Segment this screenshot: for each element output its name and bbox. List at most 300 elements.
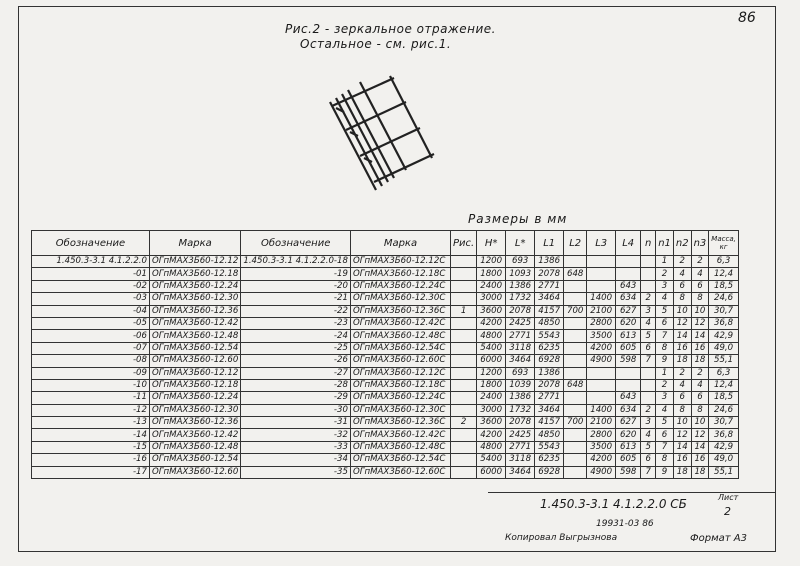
cell-l: 3118 bbox=[506, 342, 535, 354]
cell-l1: 6928 bbox=[535, 355, 564, 367]
cell-l2 bbox=[564, 429, 587, 441]
cell-mark: ОГпМАХ3Б60-12.12 bbox=[150, 367, 241, 379]
cell-mark-2: ОГпМАХ3Б60-12.54С bbox=[350, 454, 450, 466]
cell-n1: 8 bbox=[656, 454, 674, 466]
cell-n: 3 bbox=[641, 305, 656, 317]
cell-l2 bbox=[564, 342, 587, 354]
cell-l4 bbox=[616, 367, 641, 379]
cell-mark-2: ОГпМАХ3Б60-12.60С bbox=[350, 466, 450, 478]
cell-l2 bbox=[564, 441, 587, 453]
cell-h: 6000 bbox=[477, 466, 506, 478]
cell-h: 1200 bbox=[477, 367, 506, 379]
cell-mark: ОГпМАХ3Б60-12.54 bbox=[150, 454, 241, 466]
cell-l3 bbox=[587, 268, 616, 280]
cell-designation-2: -33 bbox=[241, 441, 351, 453]
cell-mass: 42,9 bbox=[709, 441, 739, 453]
cell-figure bbox=[450, 280, 476, 292]
cell-figure bbox=[450, 268, 476, 280]
cell-l: 1732 bbox=[506, 404, 535, 416]
cell-designation-2: 1.450.3-3.1 4.1.2.2.0-18 bbox=[241, 256, 351, 268]
cell-mark: ОГпМАХ3Б60-12.30 bbox=[150, 404, 241, 416]
col-n1: n1 bbox=[656, 231, 674, 256]
cell-designation-2: -28 bbox=[241, 379, 351, 391]
cell-n3: 6 bbox=[691, 280, 709, 292]
cell-l2 bbox=[564, 293, 587, 305]
cell-figure bbox=[450, 379, 476, 391]
cell-mass: 30,7 bbox=[709, 305, 739, 317]
cell-figure bbox=[450, 367, 476, 379]
cell-n1: 3 bbox=[656, 280, 674, 292]
table-row bbox=[32, 392, 739, 404]
cell-n2: 10 bbox=[673, 417, 691, 429]
cell-l1: 1386 bbox=[535, 367, 564, 379]
cell-h: 1800 bbox=[477, 379, 506, 391]
cell-n bbox=[641, 379, 656, 391]
cell-l4: 605 bbox=[616, 454, 641, 466]
cell-designation: -05 bbox=[32, 317, 150, 329]
copied-by: Копировал Выгрызнова bbox=[505, 533, 618, 543]
cell-l2 bbox=[564, 317, 587, 329]
cell-designation-2: -26 bbox=[241, 355, 351, 367]
cell-n2: 18 bbox=[673, 466, 691, 478]
cell-l3: 2800 bbox=[587, 429, 616, 441]
cell-l1: 2771 bbox=[535, 392, 564, 404]
table-row bbox=[32, 441, 739, 453]
cell-mark-2: ОГпМАХ3Б60-12.36С bbox=[350, 417, 450, 429]
cell-mark-2: ОГпМАХ3Б60-12.54С bbox=[350, 342, 450, 354]
cell-designation-2: -20 bbox=[241, 280, 351, 292]
cell-figure bbox=[450, 392, 476, 404]
col-designation-2: Обозначение bbox=[241, 231, 351, 256]
cell-designation: -08 bbox=[32, 355, 150, 367]
col-l: L* bbox=[506, 231, 535, 256]
table-row bbox=[32, 379, 739, 391]
cell-mark-2: ОГпМАХ3Б60-12.18С bbox=[350, 379, 450, 391]
cell-l3: 1400 bbox=[587, 293, 616, 305]
cell-l3: 3500 bbox=[587, 330, 616, 342]
cell-l: 1093 bbox=[506, 268, 535, 280]
cell-designation: -04 bbox=[32, 305, 150, 317]
cell-designation-2: -34 bbox=[241, 454, 351, 466]
cell-l: 2425 bbox=[506, 317, 535, 329]
cell-h: 5400 bbox=[477, 454, 506, 466]
cell-designation: -15 bbox=[32, 441, 150, 453]
cell-mark: ОГпМАХ3Б60-12.30 bbox=[150, 293, 241, 305]
cell-mark-2: ОГпМАХ3Б60-12.30С bbox=[350, 293, 450, 305]
cell-l: 2771 bbox=[506, 330, 535, 342]
cell-l: 3464 bbox=[506, 355, 535, 367]
cell-l3 bbox=[587, 392, 616, 404]
cell-mark-2: ОГпМАХ3Б60-12.60С bbox=[350, 355, 450, 367]
cell-mark-2: ОГпМАХ3Б60-12.48С bbox=[350, 441, 450, 453]
cell-mark: ОГпМАХ3Б60-12.18 bbox=[150, 268, 241, 280]
table-row bbox=[32, 466, 739, 478]
cell-designation-2: -21 bbox=[241, 293, 351, 305]
cell-mark: ОГпМАХ3Б60-12.24 bbox=[150, 392, 241, 404]
grate-sketch bbox=[320, 72, 450, 212]
cell-figure bbox=[450, 355, 476, 367]
cell-mass: 49,0 bbox=[709, 342, 739, 354]
cell-designation: -16 bbox=[32, 454, 150, 466]
cell-n: 4 bbox=[641, 317, 656, 329]
cell-n: 6 bbox=[641, 454, 656, 466]
cell-l4: 627 bbox=[616, 417, 641, 429]
col-l3: L3 bbox=[587, 231, 616, 256]
cell-l3: 4900 bbox=[587, 466, 616, 478]
footer-year: 19931-03 86 bbox=[596, 519, 654, 529]
cell-l3 bbox=[587, 256, 616, 268]
cell-designation: -17 bbox=[32, 466, 150, 478]
cell-l: 693 bbox=[506, 256, 535, 268]
cell-l1: 4850 bbox=[535, 317, 564, 329]
cell-l4: 605 bbox=[616, 342, 641, 354]
cell-figure: 2 bbox=[450, 417, 476, 429]
col-l4: L4 bbox=[616, 231, 641, 256]
col-l2: L2 bbox=[564, 231, 587, 256]
cell-n3: 14 bbox=[691, 441, 709, 453]
col-mark-2: Марка bbox=[350, 231, 450, 256]
sheet-number: 2 bbox=[724, 505, 731, 518]
table-row bbox=[32, 404, 739, 416]
cell-mark: ОГпМАХ3Б60-12.24 bbox=[150, 280, 241, 292]
cell-n3: 2 bbox=[691, 367, 709, 379]
cell-designation-2: -23 bbox=[241, 317, 351, 329]
col-designation: Обозначение bbox=[32, 231, 150, 256]
cell-l3: 4200 bbox=[587, 342, 616, 354]
cell-l: 1732 bbox=[506, 293, 535, 305]
cell-designation: -10 bbox=[32, 379, 150, 391]
cell-l1: 5543 bbox=[535, 441, 564, 453]
cell-designation: 1.450.3-3.1 4.1.2.2.0 bbox=[32, 256, 150, 268]
cell-figure bbox=[450, 256, 476, 268]
document-code: 1.450.3-3.1 4.1.2.2.0 СБ bbox=[540, 497, 687, 511]
cell-designation-2: -30 bbox=[241, 404, 351, 416]
cell-l2 bbox=[564, 256, 587, 268]
cell-figure bbox=[450, 466, 476, 478]
cell-l2 bbox=[564, 466, 587, 478]
cell-mass: 55,1 bbox=[709, 355, 739, 367]
cell-designation-2: -35 bbox=[241, 466, 351, 478]
cell-h: 1800 bbox=[477, 268, 506, 280]
cell-n2: 14 bbox=[673, 441, 691, 453]
specification-table bbox=[31, 230, 739, 479]
cell-n1: 9 bbox=[656, 466, 674, 478]
cell-designation-2: -25 bbox=[241, 342, 351, 354]
cell-l2 bbox=[564, 404, 587, 416]
cell-l3: 3500 bbox=[587, 441, 616, 453]
cell-l: 2771 bbox=[506, 441, 535, 453]
col-figure: Рис. bbox=[450, 231, 476, 256]
table-row bbox=[32, 305, 739, 317]
cell-l: 3118 bbox=[506, 454, 535, 466]
cell-l: 693 bbox=[506, 367, 535, 379]
cell-h: 4800 bbox=[477, 441, 506, 453]
cell-h: 3000 bbox=[477, 293, 506, 305]
cell-mark-2: ОГпМАХ3Б60-12.24С bbox=[350, 280, 450, 292]
cell-mass: 36,8 bbox=[709, 317, 739, 329]
cell-n: 7 bbox=[641, 355, 656, 367]
cell-n3: 2 bbox=[691, 256, 709, 268]
cell-l: 1386 bbox=[506, 392, 535, 404]
cell-mark: ОГпМАХ3Б60-12.36 bbox=[150, 305, 241, 317]
cell-l: 2425 bbox=[506, 429, 535, 441]
cell-n3: 8 bbox=[691, 404, 709, 416]
cell-n3: 6 bbox=[691, 392, 709, 404]
cell-l2: 648 bbox=[564, 379, 587, 391]
cell-l: 2078 bbox=[506, 305, 535, 317]
cell-n3: 12 bbox=[691, 429, 709, 441]
cell-n1: 5 bbox=[656, 417, 674, 429]
table-row bbox=[32, 454, 739, 466]
cell-mark: ОГпМАХ3Б60-12.12 bbox=[150, 256, 241, 268]
cell-n2: 6 bbox=[673, 280, 691, 292]
cell-n1: 8 bbox=[656, 342, 674, 354]
cell-h: 4200 bbox=[477, 317, 506, 329]
cell-n3: 16 bbox=[691, 454, 709, 466]
cell-l1: 4850 bbox=[535, 429, 564, 441]
cell-n: 4 bbox=[641, 429, 656, 441]
cell-n bbox=[641, 268, 656, 280]
cell-mass: 12,4 bbox=[709, 379, 739, 391]
cell-figure bbox=[450, 429, 476, 441]
cell-designation-2: -27 bbox=[241, 367, 351, 379]
table-row bbox=[32, 317, 739, 329]
cell-n1: 2 bbox=[656, 268, 674, 280]
cell-n: 2 bbox=[641, 293, 656, 305]
cell-n: 6 bbox=[641, 342, 656, 354]
cell-n3: 18 bbox=[691, 466, 709, 478]
cell-l3 bbox=[587, 280, 616, 292]
cell-mark-2: ОГпМАХ3Б60-12.12С bbox=[350, 256, 450, 268]
cell-l1: 1386 bbox=[535, 256, 564, 268]
cell-n bbox=[641, 392, 656, 404]
cell-designation: -01 bbox=[32, 268, 150, 280]
cell-n2: 18 bbox=[673, 355, 691, 367]
cell-designation: -02 bbox=[32, 280, 150, 292]
cell-designation: -12 bbox=[32, 404, 150, 416]
cell-l4: 598 bbox=[616, 466, 641, 478]
cell-l2 bbox=[564, 392, 587, 404]
cell-designation-2: -32 bbox=[241, 429, 351, 441]
cell-mass: 24,6 bbox=[709, 404, 739, 416]
cell-l4: 643 bbox=[616, 392, 641, 404]
table-row bbox=[32, 330, 739, 342]
cell-l3: 2100 bbox=[587, 417, 616, 429]
cell-n bbox=[641, 256, 656, 268]
cell-figure: 1 bbox=[450, 305, 476, 317]
table-row bbox=[32, 256, 739, 268]
cell-h: 3600 bbox=[477, 305, 506, 317]
cell-n2: 10 bbox=[673, 305, 691, 317]
cell-figure bbox=[450, 293, 476, 305]
cell-l1: 6928 bbox=[535, 466, 564, 478]
cell-l: 2078 bbox=[506, 417, 535, 429]
cell-designation: -07 bbox=[32, 342, 150, 354]
cell-mark-2: ОГпМАХ3Б60-12.42С bbox=[350, 429, 450, 441]
cell-l3 bbox=[587, 367, 616, 379]
cell-h: 4800 bbox=[477, 330, 506, 342]
cell-n3: 14 bbox=[691, 330, 709, 342]
col-n3: n3 bbox=[691, 231, 709, 256]
col-n: n bbox=[641, 231, 656, 256]
cell-mark-2: ОГпМАХ3Б60-12.30С bbox=[350, 404, 450, 416]
cell-mark: ОГпМАХ3Б60-12.36 bbox=[150, 417, 241, 429]
table-header-row bbox=[32, 231, 739, 256]
cell-l1: 2771 bbox=[535, 280, 564, 292]
cell-l2: 648 bbox=[564, 268, 587, 280]
cell-l2 bbox=[564, 454, 587, 466]
cell-n1: 3 bbox=[656, 392, 674, 404]
cell-designation-2: -22 bbox=[241, 305, 351, 317]
cell-n3: 12 bbox=[691, 317, 709, 329]
cell-mark: ОГпМАХ3Б60-12.60 bbox=[150, 355, 241, 367]
cell-l: 1386 bbox=[506, 280, 535, 292]
cell-mass: 6,3 bbox=[709, 367, 739, 379]
cell-mass: 42,9 bbox=[709, 330, 739, 342]
cell-h: 2400 bbox=[477, 280, 506, 292]
cell-n: 2 bbox=[641, 404, 656, 416]
col-l1: L1 bbox=[535, 231, 564, 256]
cell-l2 bbox=[564, 280, 587, 292]
cell-l2 bbox=[564, 330, 587, 342]
cell-figure bbox=[450, 404, 476, 416]
cell-mass: 30,7 bbox=[709, 417, 739, 429]
table-row bbox=[32, 293, 739, 305]
cell-mass: 49,0 bbox=[709, 454, 739, 466]
cell-mark-2: ОГпМАХ3Б60-12.12С bbox=[350, 367, 450, 379]
cell-n: 3 bbox=[641, 417, 656, 429]
cell-l1: 6235 bbox=[535, 454, 564, 466]
cell-l1: 6235 bbox=[535, 342, 564, 354]
cell-l4: 627 bbox=[616, 305, 641, 317]
cell-l: 3464 bbox=[506, 466, 535, 478]
cell-l4: 613 bbox=[616, 330, 641, 342]
cell-n2: 16 bbox=[673, 342, 691, 354]
cell-h: 6000 bbox=[477, 355, 506, 367]
cell-figure bbox=[450, 330, 476, 342]
cell-l2 bbox=[564, 367, 587, 379]
cell-n1: 4 bbox=[656, 293, 674, 305]
cell-mass: 6,3 bbox=[709, 256, 739, 268]
cell-n1: 7 bbox=[656, 441, 674, 453]
table-row bbox=[32, 355, 739, 367]
col-n2: n2 bbox=[673, 231, 691, 256]
cell-l4 bbox=[616, 268, 641, 280]
cell-l1: 5543 bbox=[535, 330, 564, 342]
cell-l4: 643 bbox=[616, 280, 641, 292]
cell-designation-2: -31 bbox=[241, 417, 351, 429]
cell-designation: -03 bbox=[32, 293, 150, 305]
cell-n2: 2 bbox=[673, 256, 691, 268]
cell-l3: 2800 bbox=[587, 317, 616, 329]
cell-h: 5400 bbox=[477, 342, 506, 354]
cell-designation: -13 bbox=[32, 417, 150, 429]
cell-n1: 5 bbox=[656, 305, 674, 317]
figure-note-line1: Рис.2 - зеркальное отражение. bbox=[285, 22, 496, 36]
cell-mark-2: ОГпМАХ3Б60-12.36С bbox=[350, 305, 450, 317]
cell-n2: 8 bbox=[673, 293, 691, 305]
table-row bbox=[32, 429, 739, 441]
sizes-title: Размеры в мм bbox=[468, 212, 568, 226]
cell-l2 bbox=[564, 355, 587, 367]
cell-n2: 12 bbox=[673, 317, 691, 329]
table-row bbox=[32, 280, 739, 292]
cell-l4: 613 bbox=[616, 441, 641, 453]
cell-l3: 4900 bbox=[587, 355, 616, 367]
cell-mark-2: ОГпМАХ3Б60-12.24С bbox=[350, 392, 450, 404]
cell-l2: 700 bbox=[564, 417, 587, 429]
cell-h: 3600 bbox=[477, 417, 506, 429]
cell-designation: -09 bbox=[32, 367, 150, 379]
cell-n2: 4 bbox=[673, 379, 691, 391]
cell-n1: 1 bbox=[656, 256, 674, 268]
cell-designation: -14 bbox=[32, 429, 150, 441]
cell-n2: 8 bbox=[673, 404, 691, 416]
cell-l3 bbox=[587, 379, 616, 391]
cell-l1: 3464 bbox=[535, 404, 564, 416]
table-row bbox=[32, 268, 739, 280]
cell-designation: -06 bbox=[32, 330, 150, 342]
cell-mark: ОГпМАХ3Б60-12.60 bbox=[150, 466, 241, 478]
cell-designation-2: -19 bbox=[241, 268, 351, 280]
cell-n1: 6 bbox=[656, 429, 674, 441]
cell-l4: 634 bbox=[616, 404, 641, 416]
cell-mark: ОГпМАХ3Б60-12.18 bbox=[150, 379, 241, 391]
figure-note-line2: Остальное - см. рис.1. bbox=[300, 37, 452, 51]
cell-designation-2: -29 bbox=[241, 392, 351, 404]
cell-n3: 10 bbox=[691, 417, 709, 429]
cell-l4 bbox=[616, 379, 641, 391]
table-row bbox=[32, 342, 739, 354]
cell-l4 bbox=[616, 256, 641, 268]
col-h: H* bbox=[477, 231, 506, 256]
sheet-label: Лист bbox=[718, 493, 739, 502]
cell-l3: 2100 bbox=[587, 305, 616, 317]
cell-n3: 18 bbox=[691, 355, 709, 367]
cell-designation: -11 bbox=[32, 392, 150, 404]
cell-l4: 598 bbox=[616, 355, 641, 367]
cell-mass: 24,6 bbox=[709, 293, 739, 305]
cell-mark: ОГпМАХ3Б60-12.42 bbox=[150, 429, 241, 441]
table-row bbox=[32, 417, 739, 429]
cell-figure bbox=[450, 441, 476, 453]
cell-mark: ОГпМАХ3Б60-12.42 bbox=[150, 317, 241, 329]
cell-n3: 8 bbox=[691, 293, 709, 305]
cell-n1: 9 bbox=[656, 355, 674, 367]
cell-n bbox=[641, 280, 656, 292]
cell-n3: 4 bbox=[691, 268, 709, 280]
cell-n: 5 bbox=[641, 441, 656, 453]
cell-l1: 2078 bbox=[535, 379, 564, 391]
cell-l4: 620 bbox=[616, 317, 641, 329]
cell-mark: ОГпМАХ3Б60-12.48 bbox=[150, 330, 241, 342]
cell-l3: 4200 bbox=[587, 454, 616, 466]
cell-mass: 12,4 bbox=[709, 268, 739, 280]
cell-mark-2: ОГпМАХ3Б60-12.48С bbox=[350, 330, 450, 342]
page-number: 86 bbox=[738, 10, 756, 26]
cell-mark: ОГпМАХ3Б60-12.48 bbox=[150, 441, 241, 453]
cell-l1: 4157 bbox=[535, 417, 564, 429]
cell-n2: 2 bbox=[673, 367, 691, 379]
format-label: Формат А3 bbox=[690, 533, 747, 544]
cell-n bbox=[641, 367, 656, 379]
cell-h: 4200 bbox=[477, 429, 506, 441]
cell-mass: 18,5 bbox=[709, 392, 739, 404]
cell-mark: ОГпМАХ3Б60-12.54 bbox=[150, 342, 241, 354]
cell-mass: 18,5 bbox=[709, 280, 739, 292]
cell-l3: 1400 bbox=[587, 404, 616, 416]
cell-n2: 14 bbox=[673, 330, 691, 342]
